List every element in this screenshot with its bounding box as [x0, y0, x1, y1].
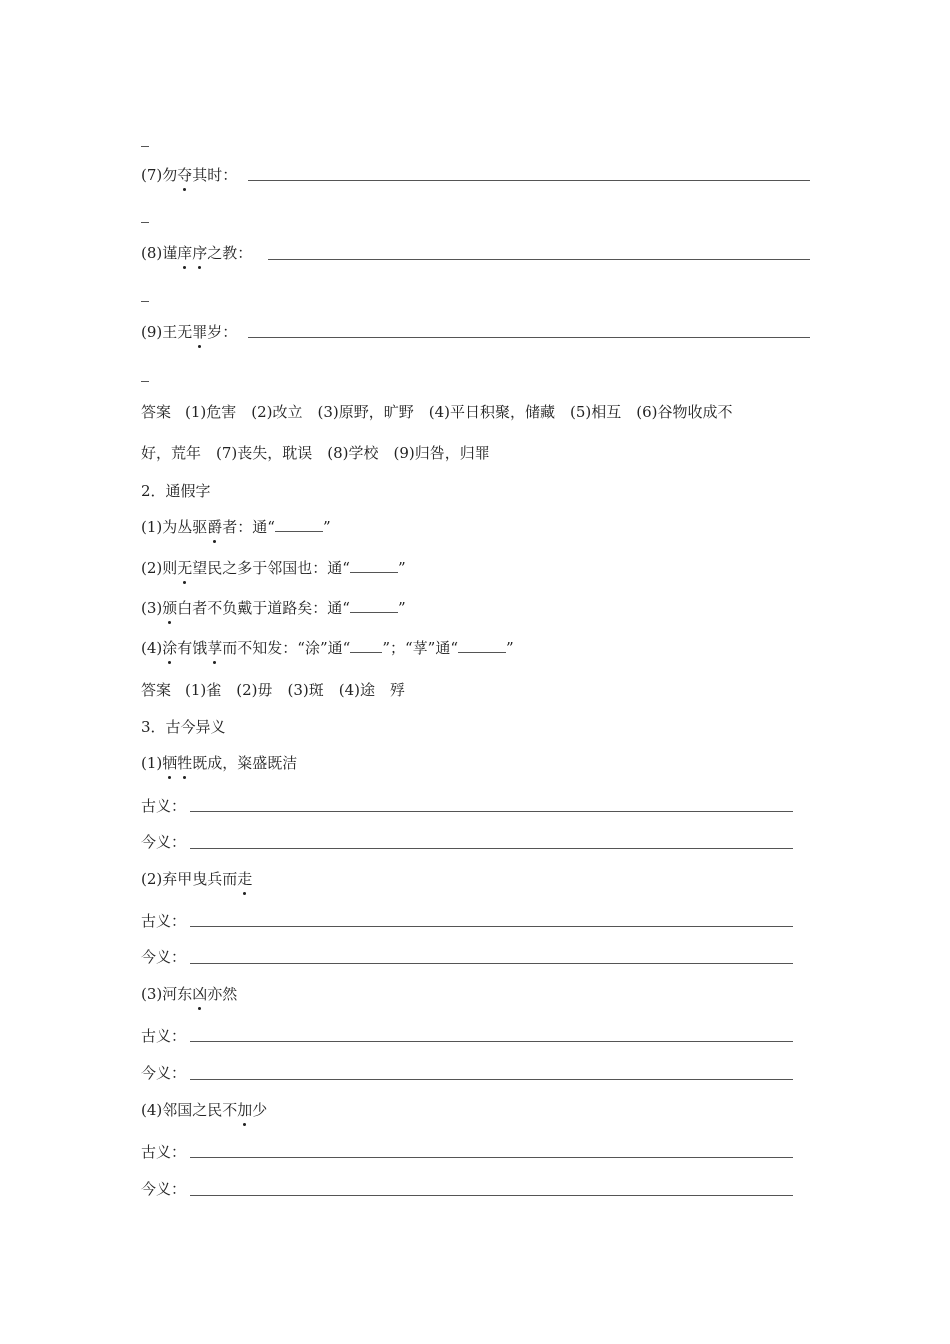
fill-blank[interactable] — [350, 558, 398, 573]
item-text: (4) — [141, 639, 163, 657]
vocab-item-9 — [141, 321, 237, 343]
emphasis-char: 颁 — [162, 599, 178, 617]
item-text: ” — [397, 559, 406, 577]
gu-yi-label: 古义： — [141, 1143, 187, 1161]
vocab-text: 其时： — [192, 166, 238, 184]
line-tail-mark — [141, 381, 149, 382]
gu-yi-label: 古义： — [141, 912, 187, 930]
answer-text: (1)雀 (2)毋 (3)斑 (4)途 殍 — [185, 681, 406, 699]
item-text: 少 — [252, 1101, 268, 1119]
fill-blank[interactable] — [458, 638, 506, 653]
item-text: 亦然 — [207, 985, 238, 1003]
answer-block-1 — [141, 401, 811, 423]
item-text: (2)则 — [141, 559, 178, 577]
emphasis-char: 走 — [237, 870, 253, 888]
gu-yi-blank[interactable] — [190, 926, 793, 927]
line-tail-mark — [141, 301, 149, 302]
vocab-text: 之教： — [207, 244, 253, 262]
emphasis-char: 罪 — [192, 323, 208, 341]
gujin-item-2 — [141, 868, 252, 890]
answer-text: 好，荒年 (7)丧失，耽误 (8)学校 (9)归咎，归罪 — [141, 444, 490, 462]
section-heading — [141, 716, 226, 738]
emphasis-char: 凶 — [192, 985, 208, 1003]
line-tail-mark — [141, 146, 149, 147]
gujin-item-1 — [141, 752, 297, 774]
gu-yi-row — [141, 910, 186, 932]
item-text: 既成，粢盛既洁 — [192, 754, 298, 772]
vocab-text: (8)谨 — [141, 244, 178, 262]
emphasis-char: 莩 — [207, 639, 223, 657]
answer-label: 答案 — [141, 681, 172, 699]
tongjia-item-4 — [141, 637, 514, 659]
answer-block-2 — [141, 679, 405, 701]
answer-blank-line[interactable] — [268, 259, 810, 260]
gu-yi-label: 古义： — [141, 1027, 187, 1045]
heading-text: 3．古今异义 — [141, 718, 226, 736]
emphasis-char: 爵 — [207, 518, 223, 536]
item-text: ” — [506, 639, 514, 657]
item-text: (2)弃甲曳兵而 — [141, 870, 238, 888]
section-heading — [141, 480, 211, 502]
jin-yi-label: 今义： — [141, 833, 187, 851]
item-text: (4)邻国之民不 — [141, 1101, 238, 1119]
jin-yi-label: 今义： — [141, 1180, 187, 1198]
answer-blank-line[interactable] — [248, 180, 810, 181]
fill-blank[interactable] — [275, 517, 323, 532]
item-text: (1)为丛驱 — [141, 518, 208, 536]
vocab-item-7 — [141, 164, 237, 186]
emphasis-char: 涂 — [162, 639, 178, 657]
vocab-text: (7)勿 — [141, 166, 178, 184]
answer-blank-line[interactable] — [248, 337, 810, 338]
item-text: (3) — [141, 599, 163, 617]
emphasis-char: 夺 — [177, 166, 193, 184]
item-text: 而不知发：“涂”通“ — [222, 639, 351, 657]
jin-yi-blank[interactable] — [190, 1079, 793, 1080]
jin-yi-row — [141, 831, 186, 853]
emphasis-char: 牲 — [177, 754, 193, 772]
jin-yi-row — [141, 1178, 186, 1200]
jin-yi-row — [141, 1062, 186, 1084]
gu-yi-label: 古义： — [141, 797, 187, 815]
answer-block-1-cont — [141, 442, 490, 464]
item-text: (1) — [141, 754, 163, 772]
gu-yi-blank[interactable] — [190, 811, 793, 812]
item-text: 白者不负戴于道路矣：通“ — [177, 599, 350, 617]
fill-blank[interactable] — [350, 638, 382, 653]
emphasis-char: 序 — [192, 244, 208, 262]
heading-text: 2．通假字 — [141, 482, 211, 500]
tongjia-item-2 — [141, 557, 406, 579]
item-text: (3)河东 — [141, 985, 193, 1003]
jin-yi-row — [141, 946, 186, 968]
emphasis-char: 加 — [237, 1101, 253, 1119]
vocab-text: (9)王无 — [141, 323, 193, 341]
item-text: 有饿 — [177, 639, 208, 657]
gu-yi-blank[interactable] — [190, 1041, 793, 1042]
gujin-item-3 — [141, 983, 237, 1005]
answer-text: (1)危害 (2)改立 (3)原野，旷野 (4)平日积聚，储藏 (5)相互 (6)谷物收成不 — [185, 403, 733, 421]
item-text: 者：通“ — [222, 518, 275, 536]
vocab-item-8 — [141, 242, 252, 264]
item-text: 望民之多于邻国也：通“ — [192, 559, 350, 577]
gujin-item-4 — [141, 1099, 267, 1121]
tongjia-item-1 — [141, 516, 331, 538]
tongjia-item-3 — [141, 597, 406, 619]
gu-yi-row — [141, 1141, 186, 1163]
gu-yi-row — [141, 795, 186, 817]
gu-yi-blank[interactable] — [190, 1157, 793, 1158]
emphasis-char: 无 — [177, 559, 193, 577]
vocab-text: 岁： — [207, 323, 238, 341]
item-text: ” — [322, 518, 331, 536]
item-text: ” — [397, 599, 406, 617]
emphasis-char: 牺 — [162, 754, 178, 772]
line-tail-mark — [141, 222, 149, 223]
fill-blank[interactable] — [350, 598, 398, 613]
answer-label: 答案 — [141, 403, 172, 421]
emphasis-char: 庠 — [177, 244, 193, 262]
jin-yi-blank[interactable] — [190, 963, 793, 964]
jin-yi-blank[interactable] — [190, 848, 793, 849]
gu-yi-row — [141, 1025, 186, 1047]
jin-yi-blank[interactable] — [190, 1195, 793, 1196]
item-text: ”；“莩”通“ — [382, 639, 458, 657]
jin-yi-label: 今义： — [141, 948, 187, 966]
jin-yi-label: 今义： — [141, 1064, 187, 1082]
